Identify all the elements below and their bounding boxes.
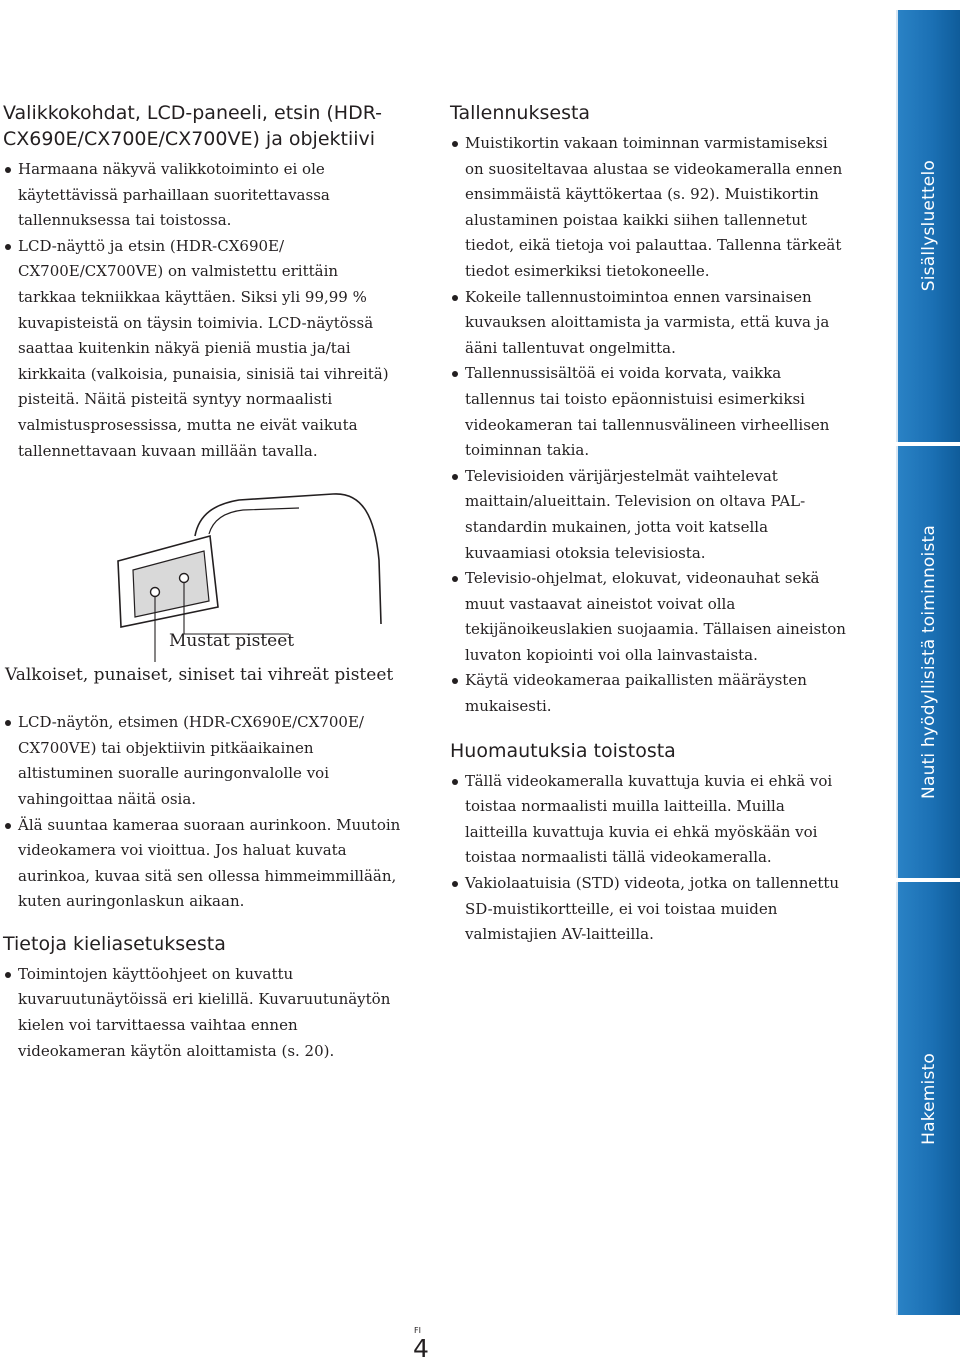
section-title-language: Tietoja kieliasetuksesta — [3, 932, 226, 955]
list-item: Televisio-ohjelmat, elokuvat, videonauhat sekä muut vastaavat aineistot voivat olla tekijänoikeuslakien suojaamia. Tällaisen aineiston luvaton kopiointi voi olla lainvastaista. — [450, 566, 850, 668]
list-item: Harmaana näkyvä valikkotoiminto ei ole käytettävissä parhaillaan suoritettavassa tallennuksessa tai toistossa. — [3, 157, 401, 234]
page-number: 4 — [413, 1334, 429, 1363]
list-item: Toimintojen käyttöohjeet on kuvattu kuvaruutunäytöissä eri kielillä. Kuvaruutunäytön kielen voi tarvittaessa vaihtaa ennen videokameran käytön aloittamista (s. 20). — [3, 962, 401, 1064]
section-title-recording: Tallennuksesta — [450, 102, 591, 124]
bullet-list-playback — [450, 769, 850, 948]
black-pixel-marker — [180, 574, 189, 583]
section-title-playback: Huomautuksia toistosta — [450, 739, 676, 762]
list-item: Kokeile tallennustoimintoa ennen varsinaisen kuvauksen aloittamista ja varmista, että kuva ja ääni tallentuvat ongelmitta. — [450, 285, 850, 362]
bullet-list-language — [3, 962, 401, 1064]
lcd-pixels-figure — [3, 474, 401, 704]
list-item: LCD-näytön, etsimen (HDR-CX690E/CX700E/ CX700VE) tai objektiivin pitkäaikainen altistuminen suoralle auringonvalolle voi vahingoittaa näitä osia. — [3, 710, 401, 812]
section-title-menu-lcd: Valikkokohdat, LCD-paneeli, etsin (HDR- CX690E/CX700E/CX700VE) ja objektiivi — [3, 102, 383, 150]
bullet-list-recording — [450, 131, 850, 720]
list-item: Tallennussisältöä ei voida korvata, vaikka tallennus tai toisto epäonnistuisi esimerkiksi videokameran tai tallennusvälineen virheellisen toiminnan takia. — [450, 361, 850, 463]
tab-index[interactable]: Hakemisto — [896, 882, 960, 1315]
right-column — [450, 100, 850, 948]
bullet-list-lcd-sunlight — [3, 710, 401, 915]
language-code: FI — [414, 1326, 421, 1335]
list-item: Vakiolaatuisia (STD) videota, jotka on tallennettu SD-muistikortteille, ei voi toistaa muiden valmistajien AV-laitteilla. — [450, 871, 850, 948]
bullet-list-menu-lcd — [3, 157, 401, 464]
list-item: Muistikortin vakaan toiminnan varmistamiseksi on suositeltavaa alustaa se videokameralla ennen ensimmäistä käyttökertaa (s. 92). Muistikortin alustaminen poistaa kaikki siihen tallennetut tiedot, eikä tietoja voi palauttaa. Tallenna tärkeät tiedot esimerkiksi tietokoneelle. — [450, 131, 850, 285]
list-item: LCD-näyttö ja etsin (HDR-CX690E/ CX700E/CX700VE) on valmistettu erittäin tarkkaa tekniikkaa käyttäen. Siksi yli 99,99 % kuvapisteistä on täysin toimivia. LCD-näytössä saattaa kuitenkin näkyä pieniä mustia ja/tai kirkkaita (valkoisia, punaisia, sinisiä tai vihreitä) pisteitä. Näitä pisteitä syntyy normaalisti valmistusprosessissa, mutta ne eivät vaikuta tallennettavaan kuvaan millään tavalla. — [3, 234, 401, 464]
label-white-pixels: Valkoiset, punaiset, siniset tai vihreät pisteet — [5, 665, 394, 686]
camcorder-body-outline — [195, 494, 381, 624]
white-pixel-marker — [151, 588, 160, 597]
tab-useful-functions[interactable]: Nauti hyödyllisistä toiminnoista — [896, 446, 960, 878]
tab-table-of-contents[interactable]: Sisällysluettelo — [896, 10, 960, 442]
camcorder-body-inner — [209, 508, 299, 534]
label-black-pixels: Mustat pisteet — [169, 631, 295, 652]
sidebar-nav — [896, 10, 960, 1315]
list-item: Tällä videokameralla kuvattuja kuvia ei ehkä voi toistaa normaalisti muilla laitteilla. Muilla laitteilla kuvattuja kuvia ei ehkä myöskään voi toistaa normaalisti tällä videokameralla. — [450, 769, 850, 871]
list-item: Käytä videokameraa paikallisten määräysten mukaisesti. — [450, 668, 850, 719]
left-column — [3, 100, 401, 1064]
list-item: Televisioiden värijärjestelmät vaihtelevat maittain/alueittain. Television on oltava PAL-standardin mukainen, jotta voit katsella kuvaamiasi otoksia televisiosta. — [450, 464, 850, 566]
list-item: Älä suuntaa kameraa suoraan aurinkoon. Muutoin videokamera voi vioittua. Jos haluat kuvata aurinkoa, kuvaa sitä sen ollessa himmeimmillään, kuten auringonlaskun aikaan. — [3, 813, 401, 915]
